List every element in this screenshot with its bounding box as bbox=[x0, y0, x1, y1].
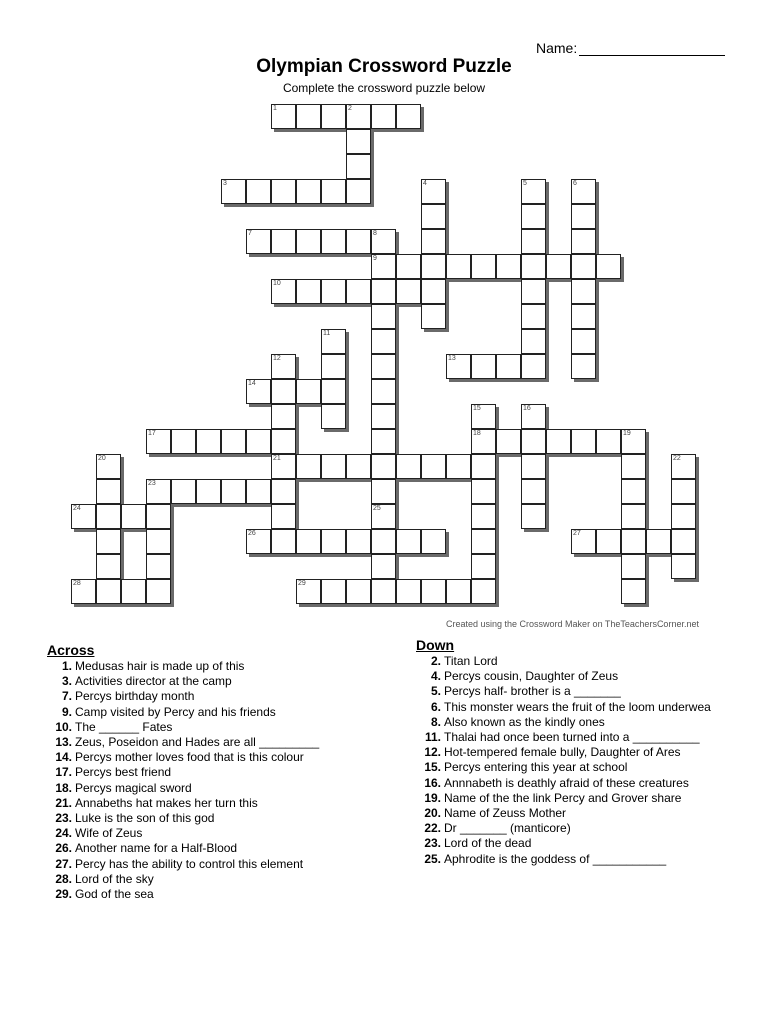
crossword-cell[interactable] bbox=[521, 404, 546, 429]
crossword-cell[interactable] bbox=[271, 454, 296, 479]
crossword-cell[interactable] bbox=[121, 504, 146, 529]
crossword-cell[interactable] bbox=[371, 254, 396, 279]
crossword-cell[interactable] bbox=[421, 229, 446, 254]
crossword-cell[interactable] bbox=[471, 504, 496, 529]
clue-item: 23. Luke is the son of this god bbox=[55, 811, 215, 826]
crossword-cell[interactable] bbox=[146, 554, 171, 579]
crossword-cell[interactable] bbox=[371, 529, 396, 554]
crossword-cell[interactable] bbox=[421, 579, 446, 604]
crossword-cell[interactable] bbox=[446, 579, 471, 604]
crossword-cell[interactable] bbox=[346, 179, 371, 204]
clue-item: 1. Medusas hair is made up of this bbox=[61, 659, 245, 673]
crossword-cell[interactable] bbox=[271, 354, 296, 379]
crossword-cell[interactable] bbox=[546, 429, 571, 454]
crossword-cell[interactable] bbox=[271, 404, 296, 429]
crossword-cell[interactable] bbox=[396, 279, 421, 304]
crossword-cell[interactable] bbox=[521, 179, 546, 204]
crossword-cell[interactable] bbox=[321, 104, 346, 129]
clue-number-label: 2 bbox=[348, 105, 352, 112]
clue-item: 12. Hot-tempered female bully, Daughter of Ares bbox=[424, 745, 681, 760]
crossword-cell[interactable] bbox=[571, 354, 596, 379]
crossword-cell[interactable] bbox=[471, 579, 496, 604]
crossword-cell[interactable] bbox=[296, 179, 321, 204]
crossword-cell[interactable] bbox=[671, 529, 696, 554]
crossword-cell[interactable] bbox=[296, 529, 321, 554]
crossword-cell[interactable] bbox=[371, 554, 396, 579]
crossword-cell[interactable] bbox=[221, 429, 246, 454]
crossword-cell[interactable] bbox=[146, 529, 171, 554]
crossword-cell[interactable] bbox=[571, 329, 596, 354]
across-heading: Across bbox=[47, 642, 95, 658]
crossword-cell[interactable] bbox=[571, 529, 596, 554]
crossword-cell[interactable] bbox=[371, 329, 396, 354]
crossword-cell[interactable] bbox=[521, 354, 546, 379]
crossword-cell[interactable] bbox=[571, 429, 596, 454]
clue-number-label: 10 bbox=[273, 280, 281, 287]
clue-item: 15. Percys entering this year at school bbox=[424, 760, 628, 775]
crossword-cell[interactable] bbox=[521, 304, 546, 329]
crossword-cell[interactable] bbox=[296, 579, 321, 604]
crossword-cell[interactable] bbox=[521, 229, 546, 254]
clue-item: 20. Name of Zeuss Mother bbox=[424, 806, 567, 821]
crossword-cell[interactable] bbox=[521, 204, 546, 229]
crossword-cell[interactable] bbox=[121, 579, 146, 604]
crossword-cell[interactable] bbox=[521, 329, 546, 354]
crossword-cell[interactable] bbox=[446, 454, 471, 479]
clue-item: 8. Also known as the kindly ones bbox=[430, 714, 605, 729]
crossword-cell[interactable] bbox=[71, 579, 96, 604]
clue-number-label: 14 bbox=[248, 380, 256, 387]
crossword-cell[interactable] bbox=[671, 454, 696, 479]
clue-item: 14. Percys mother loves food that is this colour bbox=[55, 750, 304, 765]
crossword-cell[interactable] bbox=[371, 304, 396, 329]
crossword-cell[interactable] bbox=[271, 229, 296, 254]
crossword-cell[interactable] bbox=[321, 329, 346, 354]
crossword-cell[interactable] bbox=[346, 529, 371, 554]
crossword-cell[interactable] bbox=[621, 479, 646, 504]
crossword-cell[interactable] bbox=[271, 279, 296, 304]
crossword-cell[interactable] bbox=[371, 354, 396, 379]
clue-number-label: 11 bbox=[323, 330, 331, 337]
crossword-cell[interactable] bbox=[296, 379, 321, 404]
crossword-cell[interactable] bbox=[446, 254, 471, 279]
crossword-cell[interactable] bbox=[371, 429, 396, 454]
clue-item: 23. Lord of the dead bbox=[424, 836, 532, 851]
crossword-cell[interactable] bbox=[346, 154, 371, 179]
down-heading: Down bbox=[416, 637, 455, 653]
crossword-cell[interactable] bbox=[521, 254, 546, 279]
clue-item: 22. Dr _______ (manticore) bbox=[424, 821, 571, 836]
page-subtitle: Complete the crossword puzzle below bbox=[282, 81, 486, 95]
crossword-cell[interactable] bbox=[521, 504, 546, 529]
crossword-cell[interactable] bbox=[546, 254, 571, 279]
crossword-cell[interactable] bbox=[571, 229, 596, 254]
crossword-cell[interactable] bbox=[421, 179, 446, 204]
crossword-cell[interactable] bbox=[296, 229, 321, 254]
crossword-cell[interactable] bbox=[571, 304, 596, 329]
crossword-cell[interactable] bbox=[196, 479, 221, 504]
crossword-cell[interactable] bbox=[346, 454, 371, 479]
clue-number-label: 18 bbox=[473, 430, 481, 437]
crossword-cell[interactable] bbox=[321, 354, 346, 379]
crossword-cell[interactable] bbox=[246, 529, 271, 554]
crossword-cell[interactable] bbox=[271, 504, 296, 529]
crossword-cell[interactable] bbox=[371, 104, 396, 129]
clue-number-label: 22 bbox=[673, 455, 681, 462]
name-label: Name: bbox=[536, 40, 578, 56]
crossword-cell[interactable] bbox=[221, 479, 246, 504]
crossword-cell[interactable] bbox=[596, 429, 621, 454]
crossword-cell[interactable] bbox=[571, 179, 596, 204]
crossword-cell[interactable] bbox=[571, 279, 596, 304]
clue-item: 13. Zeus, Poseidon and Hades are all _________ bbox=[55, 735, 320, 750]
crossword-cell[interactable] bbox=[471, 429, 496, 454]
clue-number-label: 9 bbox=[373, 255, 377, 262]
crossword-cell[interactable] bbox=[471, 554, 496, 579]
crossword-cell[interactable] bbox=[221, 179, 246, 204]
crossword-cell[interactable] bbox=[321, 379, 346, 404]
clue-number-label: 29 bbox=[298, 580, 306, 587]
crossword-cell[interactable] bbox=[96, 529, 121, 554]
clue-item: 9. Camp visited by Percy and his friends bbox=[61, 704, 276, 719]
crossword-cell[interactable] bbox=[371, 379, 396, 404]
clue-item: 2. Titan Lord bbox=[430, 654, 498, 668]
crossword-cell[interactable] bbox=[496, 354, 521, 379]
crossword-cell[interactable] bbox=[671, 479, 696, 504]
clue-number-label: 3 bbox=[223, 180, 227, 187]
crossword-cell[interactable] bbox=[246, 229, 271, 254]
clue-item: 3. Activities director at the camp bbox=[61, 674, 232, 689]
crossword-cell[interactable] bbox=[496, 429, 521, 454]
clue-number-label: 19 bbox=[623, 430, 631, 437]
crossword-cell[interactable] bbox=[321, 179, 346, 204]
crossword-cell[interactable] bbox=[521, 279, 546, 304]
crossword-cell[interactable] bbox=[271, 379, 296, 404]
crossword-cell[interactable] bbox=[271, 529, 296, 554]
crossword-cell[interactable] bbox=[96, 504, 121, 529]
crossword-cell[interactable] bbox=[496, 254, 521, 279]
crossword-cell[interactable] bbox=[621, 579, 646, 604]
clue-item: 28. Lord of the sky bbox=[55, 871, 154, 886]
clue-number-label: 7 bbox=[248, 230, 252, 237]
across-clue-list bbox=[47, 659, 387, 902]
clue-number-label: 12 bbox=[273, 355, 281, 362]
crossword-cell[interactable] bbox=[621, 529, 646, 554]
crossword-cell[interactable] bbox=[621, 554, 646, 579]
crossword-cell[interactable] bbox=[671, 504, 696, 529]
crossword-cell[interactable] bbox=[71, 504, 96, 529]
crossword-cell[interactable] bbox=[296, 454, 321, 479]
crossword-cell[interactable] bbox=[471, 479, 496, 504]
crossword-cell[interactable] bbox=[471, 529, 496, 554]
crossword-cell[interactable] bbox=[396, 454, 421, 479]
crossword-cell[interactable] bbox=[346, 129, 371, 154]
crossword-cell[interactable] bbox=[371, 229, 396, 254]
crossword-cell[interactable] bbox=[346, 579, 371, 604]
crossword-cell[interactable] bbox=[321, 279, 346, 304]
crossword-cell[interactable] bbox=[371, 479, 396, 504]
crossword-cell[interactable] bbox=[571, 254, 596, 279]
clue-number-label: 5 bbox=[523, 180, 527, 187]
crossword-cell[interactable] bbox=[521, 479, 546, 504]
clue-item: 29. God of the sea bbox=[55, 887, 154, 902]
clue-item: 19. Name of the the link Percy and Grover share bbox=[424, 790, 682, 805]
crossword-cell[interactable] bbox=[146, 579, 171, 604]
crossword-cell[interactable] bbox=[321, 529, 346, 554]
down-clue-list bbox=[416, 654, 761, 867]
page-title: Olympian Crossword Puzzle bbox=[256, 56, 512, 77]
crossword-cell[interactable] bbox=[96, 479, 121, 504]
crossword-cell[interactable] bbox=[171, 479, 196, 504]
clue-number-label: 15 bbox=[473, 405, 481, 412]
crossword-cell[interactable] bbox=[571, 204, 596, 229]
clue-item: 17. Percys best friend bbox=[55, 765, 172, 780]
clue-number-label: 13 bbox=[448, 355, 456, 362]
crossword-cell[interactable] bbox=[246, 179, 271, 204]
crossword-cell[interactable] bbox=[96, 554, 121, 579]
crossword-cell[interactable] bbox=[371, 279, 396, 304]
crossword-cell[interactable] bbox=[371, 504, 396, 529]
clue-item: 4. Percys cousin, Daughter of Zeus bbox=[430, 669, 619, 684]
clue-number-label: 6 bbox=[573, 180, 577, 187]
clue-item: 16. Annnabeth is deathly afraid of these creatures bbox=[424, 775, 689, 790]
clue-item: 27. Percy has the ability to control this element bbox=[55, 856, 304, 871]
crossword-cell[interactable] bbox=[321, 579, 346, 604]
crossword-cell[interactable] bbox=[146, 429, 171, 454]
crossword-cell[interactable] bbox=[246, 429, 271, 454]
crossword-cell[interactable] bbox=[146, 504, 171, 529]
clue-item: 11. Thalai had once been turned into a __________ bbox=[424, 730, 700, 745]
crossword-cell[interactable] bbox=[371, 404, 396, 429]
crossword-cell[interactable] bbox=[271, 479, 296, 504]
clue-number-label: 25 bbox=[373, 505, 381, 512]
clue-number-label: 27 bbox=[573, 530, 581, 537]
clue-number-label: 26 bbox=[248, 530, 256, 537]
crossword-cell[interactable] bbox=[321, 404, 346, 429]
crossword-cell[interactable] bbox=[371, 454, 396, 479]
crossword-cell[interactable] bbox=[146, 479, 171, 504]
clue-item: 6. This monster wears the fruit of the loom underwea bbox=[430, 699, 711, 714]
crossword-cell[interactable] bbox=[621, 504, 646, 529]
crossword-cell[interactable] bbox=[396, 529, 421, 554]
clue-item: 5. Percys half- brother is a _______ bbox=[430, 684, 621, 699]
crossword-cell[interactable] bbox=[346, 229, 371, 254]
clue-number-label: 17 bbox=[148, 430, 156, 437]
clue-number-label: 16 bbox=[523, 405, 531, 412]
crossword-cell[interactable] bbox=[671, 554, 696, 579]
clue-item: 18. Percys magical sword bbox=[55, 780, 192, 795]
crossword-cell[interactable] bbox=[471, 254, 496, 279]
crossword-cell[interactable] bbox=[471, 354, 496, 379]
crossword-cell[interactable] bbox=[646, 529, 671, 554]
crossword-cell[interactable] bbox=[421, 529, 446, 554]
crossword-cell[interactable] bbox=[396, 254, 421, 279]
clue-item: 10. The ______ Fates bbox=[55, 719, 173, 734]
clue-item: 24. Wife of Zeus bbox=[55, 826, 143, 841]
clue-number-label: 20 bbox=[98, 455, 106, 462]
crossword-cell[interactable] bbox=[246, 479, 271, 504]
crossword-cell[interactable] bbox=[271, 179, 296, 204]
crossword-cell[interactable] bbox=[421, 204, 446, 229]
crossword-cell[interactable] bbox=[96, 579, 121, 604]
crossword-cell[interactable] bbox=[171, 429, 196, 454]
crossword-cell[interactable] bbox=[521, 429, 546, 454]
crossword-cell[interactable] bbox=[321, 229, 346, 254]
crossword-cell[interactable] bbox=[421, 254, 446, 279]
crossword-cell[interactable] bbox=[321, 454, 346, 479]
clue-item: 25. Aphrodite is the goddess of ___________ bbox=[424, 851, 667, 866]
clue-number-label: 8 bbox=[373, 230, 377, 237]
crossword-cell[interactable] bbox=[471, 404, 496, 429]
crossword-cell[interactable] bbox=[421, 279, 446, 304]
crossword-cell[interactable] bbox=[246, 379, 271, 404]
clue-number-label: 4 bbox=[423, 180, 427, 187]
crossword-cell[interactable] bbox=[346, 279, 371, 304]
crossword-cell[interactable] bbox=[96, 454, 121, 479]
clue-number-label: 23 bbox=[148, 480, 156, 487]
crossword-cell[interactable] bbox=[196, 429, 221, 454]
crossword-cell[interactable] bbox=[471, 454, 496, 479]
clue-number-label: 24 bbox=[73, 505, 81, 512]
crossword-cell[interactable] bbox=[371, 579, 396, 604]
crossword-cell[interactable] bbox=[621, 429, 646, 454]
crossword-cell[interactable] bbox=[271, 429, 296, 454]
clue-number-label: 21 bbox=[273, 455, 281, 462]
crossword-cell[interactable] bbox=[596, 254, 621, 279]
crossword-cell[interactable] bbox=[271, 104, 296, 129]
crossword-cell[interactable] bbox=[346, 104, 371, 129]
crossword-cell[interactable] bbox=[296, 104, 321, 129]
crossword-cell[interactable] bbox=[596, 529, 621, 554]
crossword-cell[interactable] bbox=[446, 354, 471, 379]
crossword-cell[interactable] bbox=[396, 579, 421, 604]
crossword-cell[interactable] bbox=[521, 454, 546, 479]
crossword-cell[interactable] bbox=[421, 304, 446, 329]
clue-item: 21. Annabeths hat makes her turn this bbox=[55, 795, 258, 810]
crossword-cell[interactable] bbox=[421, 454, 446, 479]
crossword-cell[interactable] bbox=[396, 104, 421, 129]
crossword-cell[interactable] bbox=[296, 279, 321, 304]
crossword-cell[interactable] bbox=[621, 454, 646, 479]
clue-number-label: 1 bbox=[273, 105, 277, 112]
clue-number-label: 28 bbox=[73, 580, 81, 587]
credit-line: Created using the Crossword Maker on TheTeachersCorner.net bbox=[446, 619, 699, 629]
clue-item: 7. Percys birthday month bbox=[61, 689, 195, 704]
clue-item: 26. Another name for a Half-Blood bbox=[55, 841, 238, 856]
